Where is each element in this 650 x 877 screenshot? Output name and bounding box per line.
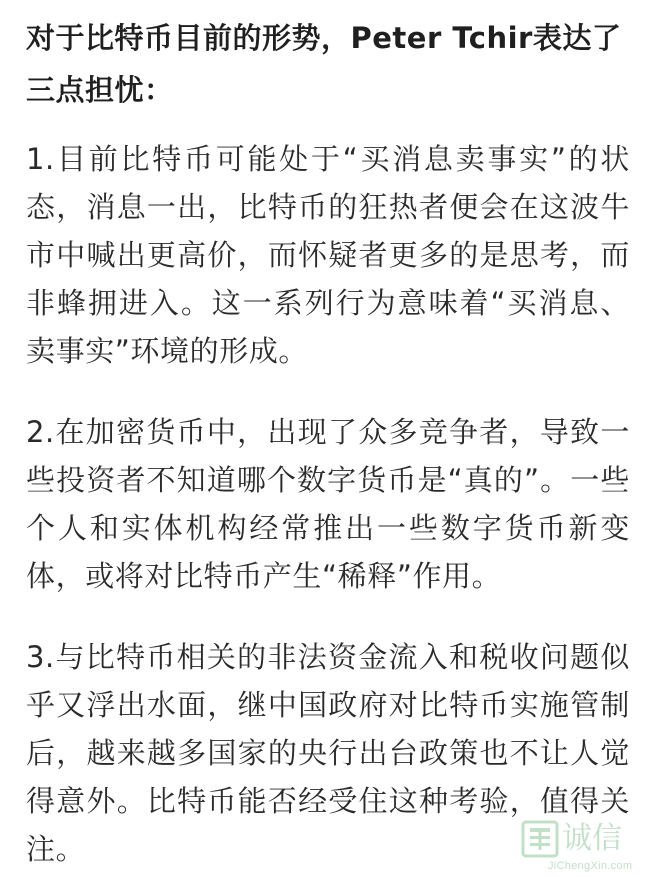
article-title: 对于比特币目前的形势，Peter Tchir表达了三点担忧： — [26, 21, 622, 107]
jichengxin-logo-icon — [520, 819, 560, 859]
watermark-url: JiChengXin.com — [548, 860, 633, 872]
watermark-chars: 诚信 — [562, 821, 622, 856]
watermark — [520, 819, 642, 873]
paragraph-3: 3.与比特币相关的非法资金流入和税收问题似乎又浮出水面，继中国政府对比特币实施管制后，越来越多国家的央行出台政策也不让人觉得意外。比特币能否经受住这种考验，值得关注。 — [26, 640, 630, 866]
paragraph-1: 1.目前比特币可能处于“买消息卖事实”的状态，消息一出，比特币的狂热者便会在这波牛市中喊出更高价，而怀疑者更多的是思考，而非蜂拥进入。这一系列行为意味着“买消息、卖事实”环境的形成。 — [26, 142, 630, 368]
paragraph-2: 2.在加密货币中，出现了众多竞争者，导致一些投资者不知道哪个数字货币是“真的”。一些个人和实体机构经常推出一些数字货币新变体，或将对比特币产生“稀释”作用。 — [26, 415, 630, 593]
